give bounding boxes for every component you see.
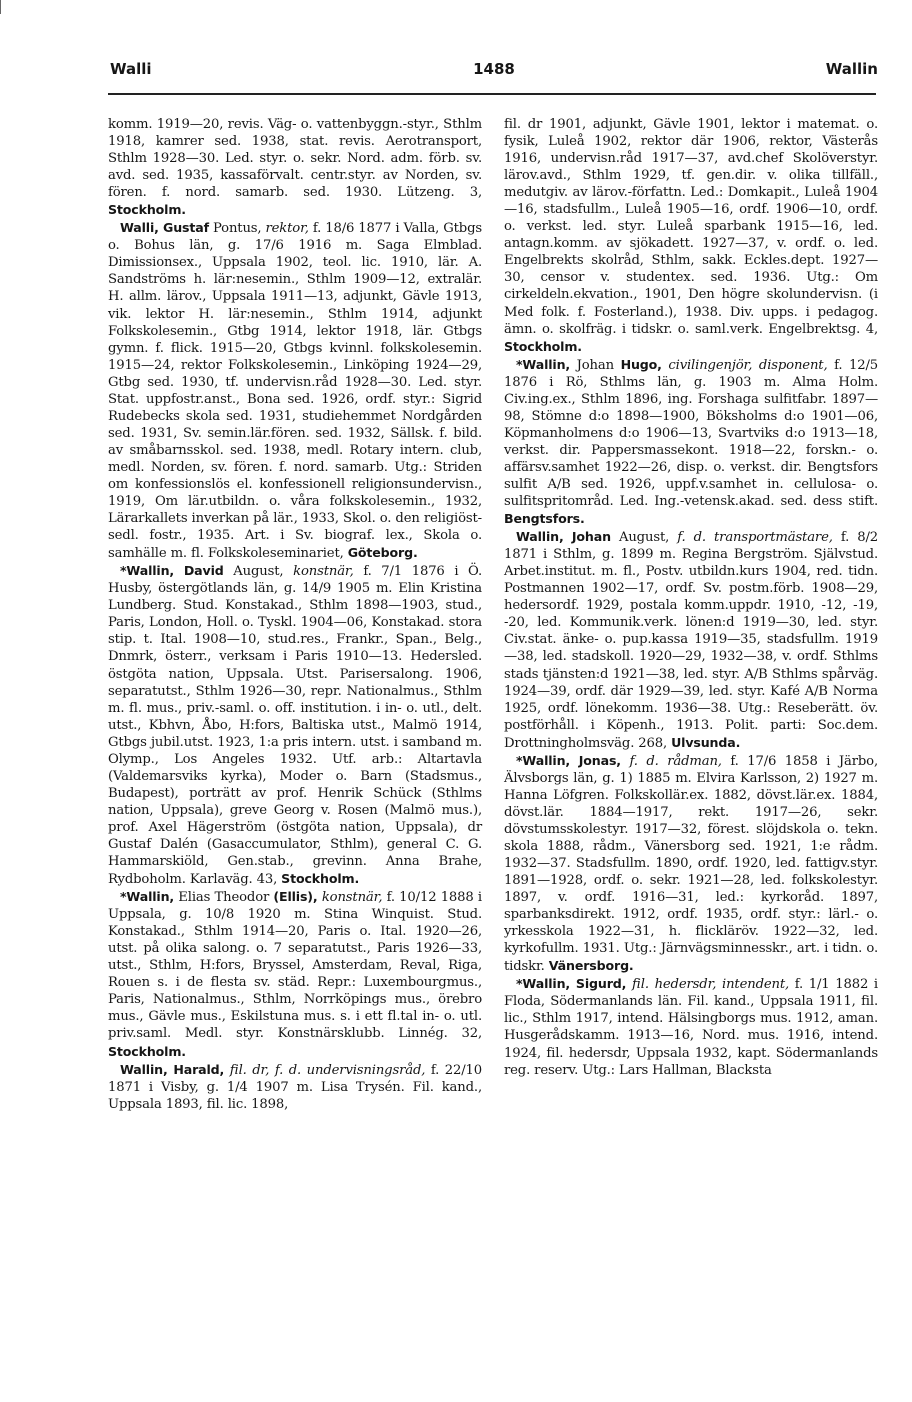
entry-name: Wallin, Johan <box>516 529 611 545</box>
entry-text: f. 1/1 1882 i Floda, Södermanlands län. Fil. kand., Uppsala 1911, fil. lic., Sthlm 1917, intend. Hälsingborgs mus. 1912, aman. Husgerådskamm. 1913—16, Nord. mus. 1916, intend. 1924, fil. hedersdr, Uppsala 1932, kapt. Södermanlands reg. reserv. Utg.: Lars Hallman, Blacksta <box>504 977 878 1078</box>
entry-wallin-sigurd <box>504 975 878 1078</box>
entry-text: f. 22/10 1871 i Visby, g. 1/4 1907 m. Lisa Trysén. Fil. kand., Uppsala 1893, fil. lic. 1898, <box>108 1062 483 1112</box>
entry-continuation <box>108 116 482 219</box>
entry-title: civilingenjör, disponent, <box>668 357 828 373</box>
entry-wallin-hugo <box>504 356 878 528</box>
entry-wallin-jonas <box>504 752 878 976</box>
scan-edge-mark <box>0 0 1 14</box>
entry-text: komm. 1919—20, revis. Väg- o. vattenbyggn.-styr., Sthlm 1918, kamrer sed. 1938, stat. revis. Aerotransport, Sthlm 1928—30. Led. styr. o. sekr. Nord. adm. förb. sv. avd. sed. 1935, kassaförvalt. centr.styr. av Norden, sv. fören. f. nord. samarb. sed. 1930. Lützeng. 3, <box>108 117 482 201</box>
entry-wallin-elias <box>108 888 482 1060</box>
entry-text: Johan <box>570 357 621 373</box>
entry-title: f. d. transportmästare, <box>677 530 833 546</box>
entry-text: Elias Theodor <box>174 890 274 906</box>
entry-place: Stockholm. <box>504 338 582 354</box>
entry-text: f. 17/6 1858 i Järbo, Älvsborgs län, g. 1) 1885 m. Elvira Karlsson, 2) 1927 m. Hanna Löfgren. Folkskollär.ex. 1882, dövst.lär.ex. 1884, dövst.lär. 1884—1917, rekt. 1917—26, sekr. dövstumsskolestyr. 1917—32, förest. slöjdskola o. tekn. skola 1888, rådm., Vänersborg sed. 1921, 1:e rådm. 1932—37. Stadsfullm. 1890, ordf. 1920, led. fattigv.styr. 1891—1928, ordf. o. sekr. 1921—28, led. folkskolestyr. 1897, v. ordf. 1916—31, led.: kyrkoråd. 1897, sparbanksdirekt. 1912, ordf. 1935, ordf. styr.: lärl.- o. yrkesskola 1922—31, h. flickläröv. 1922—32, led. kyrkofullm. 1931. Utg.: Järnvägsminnesskr., art. i tidn. o. tidskr. <box>504 753 878 975</box>
entry-title: fil. dr, f. d. undervisningsråd, <box>229 1062 426 1078</box>
entry-title: rektor, <box>265 221 309 237</box>
entry-name: *Wallin, <box>516 356 571 372</box>
entry-text <box>621 754 630 769</box>
entry-nickname: (Ellis), <box>273 889 318 905</box>
entry-text: August, <box>610 530 678 546</box>
entry-text: fil. dr 1901, adjunkt, Gävle 1901, lektor i matemat. o. fysik, Luleå 1902, rektor där 1906, rektor, Västerås 1916, undervisn.råd 1917—37, avd.chef Skolöverstyr. lärov.avd., Sthlm 1929, tf. gen.dir. v. olika tillfäll., medutgiv. av lärov.-författn. Led.: Domkapit., Luleå 1904—16, stadsfullm., Luleå 1905—16, ordf. 1906—10, ordf. o. verkst. led. styr. Luleå sparbank 1915—16, led. antagn.komm. av sjökadett. 1927—37, v. ordf. o. led. Engelbrekts skolråd, Sthlm, sakk. Eckles.dept. 1927—30, censor v. studentex. sed. 1936. Utg.: Om cirkeldeln.ekvation., 1901, Den högre skolundervisn. (i Med folk. f. Fosterland.), 1938. Div. upps. i pedagog. ämn. o. skolfräg. i tidskr. o. saml.verk. Engelbrektsg. 4, <box>504 117 878 337</box>
entry-text: Pontus, <box>208 221 266 237</box>
header-rule <box>108 93 876 95</box>
entry-place: Ulvsunda. <box>671 734 741 750</box>
entry-title: konstnär, <box>321 890 383 906</box>
page-number: 1488 <box>473 60 515 78</box>
left-column <box>108 116 482 1396</box>
entry-place: Göteborg. <box>347 545 418 561</box>
entry-text: f. 12/5 1876 i Rö, Sthlms län, g. 1903 m. Alma Holm. Civ.ing.ex., Sthlm 1896, ing. Forshaga sulfitfabr. 1897—98, Stömne d:o 1898—1900, Böksholms d:o 1901—06, Köpmanholmens d:o 1906—13, Svartviks d:o 1913—18, verkst. dir. Pappersmassekont. 1918—22, forskn.- o. affärsv.samhet 1922—26, disp. o. verkst. dir. Bengtsfors sulfit A/B sed. 1926, uppf.v.samhet in. cellulosa- o. sulfitspritområd. Led. Ing.-vetensk.akad. sed. dess stift. <box>504 357 879 510</box>
running-head-right: Wallin <box>825 60 878 78</box>
entry-place: Stockholm. <box>281 871 360 887</box>
entry-text: f. 10/12 1888 i Uppsala, g. 10/8 1920 m. Stina Winquist. Stud. Konstakad., Sthlm 1914—20, Paris o. Ital. 1920—26, utst. på olika salong. o. 7 separatutst., Paris 1926—33, utst., Sthlm, H:fors, Bryssel, Amsterdam, Reval, Riga, Rouen s. i de flesta sv. städ. Repr.: Luxembourgmus., Paris, Nationalmus., Sthlm, Norrköpings mus., örebro mus., Gävle mus., Eskilstuna mus. s. i ett fl.tal in- o. utl. priv.saml. Medl. styr. Konstnärsklubb. Linnég. 32, <box>108 890 482 1042</box>
entry-name: Wallin, Harald, <box>120 1061 225 1077</box>
entry-name: Walli, Gustaf <box>120 220 209 236</box>
entry-name: *Wallin, Jonas, <box>516 752 621 768</box>
entry-wallin-johan <box>504 528 878 752</box>
entry-title: fil. hedersdr, intendent, <box>631 977 790 993</box>
entry-text: f. 7/1 1876 i Ö. Husby, östergötlands län, g. 14/9 1905 m. Elin Kristina Lundberg. Stud. Konstakad., Sthlm 1898—1903, stud., Paris, London, Holl. o. Tyskl. 1904—06, Konstakad. stora stip. t. Ital. 1908—10, stud.res., Frankr., Span., Belg., Dnmrk, österr., verksam i Paris 1910—13. Hedersled. östgöta nation, Uppsala. Utst. Parisersalong. 1906, separatutst., Sthlm 1926—30, repr. Nationalmus., Sthlm m. fl. mus., priv.-saml. o. off. institution. i in- o. utl., delt. utst., Kbhvn, Åbo, H:fors, Baltiska utst., Malmö 1914, Gtbgs jubil.utst. 1923, 1:a pris intern. utst. i samband m. Olymp., Los Angeles 1932. Utf. arb.: Altartavla (Valdemarsviks kyrka), Moder o. Barn (Stadsmus., Budapest), porträtt av prof. Henrik Schück (Sthlms nation, Uppsala), greve Georg v. Rosen (Malmö mus.), prof. Axel Hägerström (östgöta nation, Uppsala), dr Gustaf Dalén (Gasaccumulator, Sthlm), general C. G. Hammarskiöld, Gen.stab., grevinn. Anna Brahe, Rydboholm. Karlaväg. 43, <box>108 564 482 888</box>
entry-text: f. 8/2 1871 i Sthlm, g. 1899 m. Regina Bergström. Självstud. Arbet.institut. m. fl., Postv. utbildn.kurs 1904, red. tidn. Postmannen 1902—17, ordf. Sv. postm.förb. 1908—29, hedersordf. 1929, postala komm.uppdr. 1910, -12, -19, -20, led. Kommunik.verk. lönen:d 1919—30, led. styr. Civ.stat. änke- o. pup.kassa 1919—35, stadsfullm. 1919—38, led. stadskoll. 1920—29, 1932—38, v. ordf. Sthlms stads tjänsten:d 1921—38, led. styr. A/B Sthlms spårväg. 1924—39, ordf. där 1929—39, led. styr. Kafé A/B Norma 1925, ordf. lönekomm. 1936—38. Utg.: Reseberätt. öv. postförhåll. i Köpenh., 1913. Polit. parti: Soc.dem. Drottningholmsväg. 268, <box>504 530 879 751</box>
entry-title: konstnär, <box>293 564 354 580</box>
entry-wallin-david <box>108 562 482 888</box>
entry-name: *Wallin, <box>120 889 175 905</box>
entry-name: *Wallin, David <box>120 563 224 579</box>
entry-name: *Wallin, Sigurd, <box>516 976 627 992</box>
entry-place: Stockholm. <box>108 1043 186 1059</box>
entry-place: Vänersborg. <box>548 958 634 974</box>
entry-place: Bengtsfors. <box>504 511 585 527</box>
entry-wallin-harald <box>108 1061 482 1113</box>
entry-continuation <box>504 116 878 356</box>
entry-walli-gustaf <box>108 219 482 562</box>
page-header <box>110 60 878 82</box>
running-head-left: Walli <box>110 60 152 78</box>
entry-title: f. d. rådman, <box>629 753 722 769</box>
entry-place: Stockholm. <box>108 202 186 218</box>
entry-text: August, <box>223 564 294 580</box>
entry-nickname: Hugo, <box>620 356 662 372</box>
right-column <box>504 116 878 1396</box>
entry-text: f. 18/6 1877 i Valla, Gtbgs o. Bohus län, g. 17/6 1916 m. Saga Elmblad. Dimissionsex., Uppsala 1902, teol. lic. 1910, lär. A. Sandströms h. lär:nesemin., Sthlm 1909—12, extralär. H. allm. lärov., Uppsala 1911—13, adjunkt, Gävle 1913, vik. lektor H. lär:nesemin., Sthlm 1914, adjunkt Folkskolesemin., Gtbg 1914, lektor 1918, lär. Gtbgs gymn. f. flick. 1915—20, Gtbgs kvinnl. folkskolesemin. 1915—24, rektor Folkskolesemin., Linköping 1924—29, Gtbg sed. 1930, tf. undervisn.råd 1928—30. Led. styr. Stat. uppfostr.anst., Bona sed. 1926, ordf. styr.: Sigrid Rudebecks skola sed. 1931, studiehemmet Nordgården sed. 1931, Sv. semin.lär.fören. sed. 1932, Sällsk. f. bild. av småbarnsskol. sed. 1938, medl. Rotary intern. club, medl. Norden, sv. fören. f. nord. samarb. Utg.: Striden om konfessionslös el. konfessionell religionsundervisn., 1919, Om lär.utbildn. o. våra folkskolesemin., 1932, Lärarkallets inverkan på lär., 1933, Skol. o. den religiöst-sedl. fostr., 1935. Art. i Sv. biograf. lex., Skola o. samhälle m. fl. Folkskoleseminariet, <box>108 221 482 562</box>
